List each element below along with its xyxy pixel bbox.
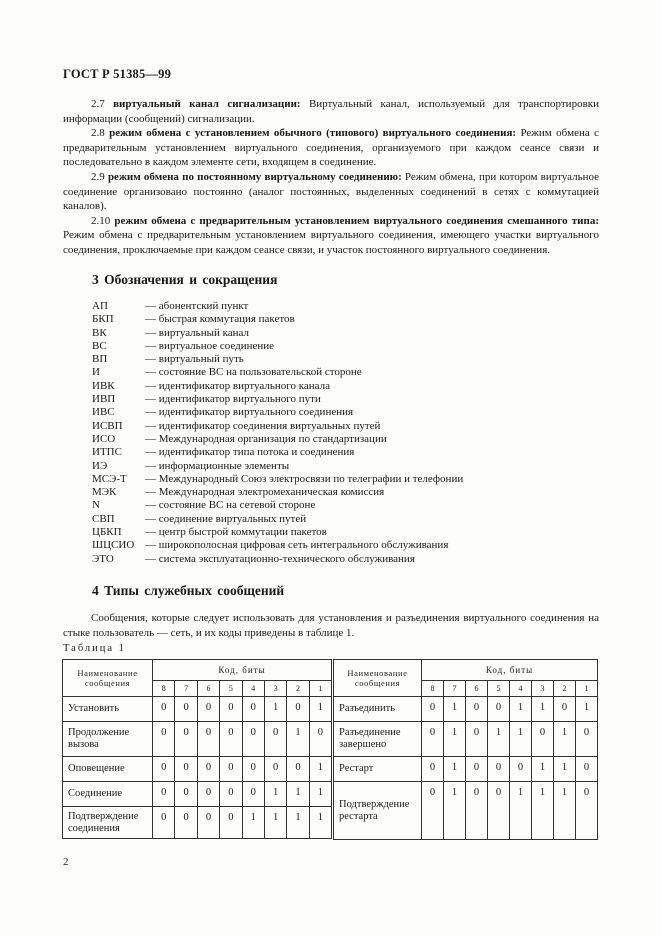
code-bit-value: 0 (488, 782, 510, 840)
bit-number-header: 3 (264, 681, 286, 697)
abbreviation-code: ЦБКП (92, 526, 122, 539)
abbreviation-code: МСЭ-Т (92, 472, 127, 485)
definition-text: Режим обмена с предварительным установлением виртуального соединения, имеющего участки виртуального соединения, проключаемые при каждом сеансе связи, и участок постоянного виртуального соединения. (63, 229, 599, 256)
abbreviation-item (92, 366, 463, 379)
table-row (334, 757, 598, 782)
abbreviation-code: АП (92, 300, 108, 312)
abbreviation-description: — Международный Союз электросвязи по телеграфии и телефонии (145, 472, 464, 485)
code-bit-value: 0 (488, 697, 510, 722)
code-bit-value: 0 (532, 722, 554, 757)
abbreviation-item (92, 406, 463, 419)
definition-term: виртуальный канал сигнализации: (113, 98, 301, 110)
bit-number-header: 7 (444, 681, 466, 697)
table-caption: Таблица 1 (63, 643, 126, 654)
abbreviation-item (92, 393, 463, 406)
code-bit-value: 0 (242, 782, 264, 807)
code-bit-value: 0 (153, 807, 175, 839)
table-row (63, 697, 332, 722)
abbreviation-description: — быстрая коммутация пакетов (145, 313, 295, 326)
abbreviation-code: И (92, 366, 100, 379)
bit-number-header: 2 (287, 681, 309, 697)
code-bit-value: 1 (309, 782, 331, 807)
code-bit-value: 0 (220, 807, 242, 839)
table-row (63, 757, 332, 782)
bit-number-header: 6 (197, 681, 219, 697)
code-bit-value: 0 (287, 697, 309, 722)
code-bit-value: 1 (554, 782, 576, 840)
code-bit-value: 0 (197, 807, 219, 839)
code-bit-value: 1 (264, 782, 286, 807)
code-bit-value: 0 (422, 782, 444, 840)
code-bit-value: 1 (510, 782, 532, 840)
code-bit-value: 0 (422, 697, 444, 722)
code-bit-value: 0 (153, 722, 175, 757)
code-bit-value: 0 (576, 722, 598, 757)
abbreviation-item (92, 300, 463, 313)
abbreviation-item (92, 499, 463, 512)
definition-number: 2.7 (91, 98, 105, 110)
definition-item (63, 126, 599, 170)
code-bit-value: 1 (488, 722, 510, 757)
code-bit-value: 0 (576, 757, 598, 782)
code-bit-value: 0 (264, 722, 286, 757)
abbreviation-description: — виртуальный путь (145, 353, 244, 366)
code-bit-value: 0 (287, 757, 309, 782)
bit-number-header: 5 (488, 681, 510, 697)
abbreviation-item (92, 313, 463, 326)
abbreviation-code: ИВП (92, 393, 116, 406)
abbreviation-code: ШЦСИО (92, 539, 135, 552)
abbreviation-description: — центр быстрой коммутации пакетов (145, 526, 327, 539)
abbreviation-code: СВП (92, 512, 115, 525)
document-header: ГОСТ Р 51385—99 (63, 67, 172, 81)
abbreviation-description: — абонентский пункт (145, 300, 249, 312)
code-bit-value: 1 (444, 697, 466, 722)
abbreviation-item (92, 553, 463, 566)
abbreviation-item (92, 486, 463, 499)
code-bit-value: 0 (264, 757, 286, 782)
abbreviation-description: — состояние ВС на сетевой стороне (145, 499, 316, 512)
code-bit-value: 0 (153, 757, 175, 782)
code-bit-value: 1 (444, 782, 466, 840)
code-bit-value: 0 (466, 722, 488, 757)
definitions-block (63, 97, 599, 258)
code-bit-value: 0 (175, 722, 197, 757)
message-name: Подтверждение рестарта (334, 782, 422, 840)
message-name: Оповещение (63, 757, 153, 782)
abbreviation-code: ИВК (92, 379, 115, 392)
code-bit-value: 1 (510, 722, 532, 757)
message-name: Разъединить (334, 697, 422, 722)
bit-number-header: 1 (309, 681, 331, 697)
definition-term: режим обмена по постоянному виртуальному соединению: (107, 170, 402, 183)
bit-number-header: 8 (422, 681, 444, 697)
code-bit-value: 1 (576, 697, 598, 722)
code-bit-value: 1 (287, 807, 309, 839)
code-bit-value: 0 (242, 722, 264, 757)
abbreviation-code: ИТПС (92, 446, 122, 459)
message-name: Установить (63, 697, 153, 722)
code-bit-value: 0 (175, 757, 197, 782)
abbreviation-description: — идентификатор виртуального пути (145, 393, 321, 406)
message-codes-table-right (333, 659, 598, 840)
column-header-code: Код, биты (153, 660, 332, 681)
code-bit-value: 0 (175, 697, 197, 722)
abbreviation-description: — идентификатор виртуального соединения (145, 406, 354, 419)
bit-number-header: 7 (175, 681, 197, 697)
message-name: Продолжение вызова (63, 722, 153, 757)
code-bit-value: 0 (242, 697, 264, 722)
definition-number: 2.8 (91, 127, 105, 140)
code-bit-value: 1 (287, 782, 309, 807)
abbreviation-description: — виртуальное соединение (145, 339, 275, 352)
code-bit-value: 1 (532, 697, 554, 722)
code-bit-value: 0 (197, 722, 219, 757)
abbreviation-description: — соединение виртуальных путей (145, 512, 307, 525)
code-bit-value: 0 (466, 782, 488, 840)
abbreviation-code: БКП (92, 313, 114, 326)
code-bit-value: 0 (488, 757, 510, 782)
abbreviation-code: ВК (92, 326, 107, 339)
code-bit-value: 1 (309, 697, 331, 722)
column-header-name: Наименование сообщения (334, 660, 422, 697)
abbreviation-code: ИСО (92, 432, 116, 445)
abbreviation-item (92, 513, 463, 526)
code-bit-value: 0 (220, 757, 242, 782)
abbreviation-item (92, 327, 463, 340)
code-bit-value: 1 (309, 757, 331, 782)
code-bit-value: 0 (197, 782, 219, 807)
column-header-code: Код, биты (422, 660, 598, 681)
section-4-title: 4 Типы служебных сообщений (92, 583, 285, 598)
abbreviation-description: — идентификатор типа потока и соединения (145, 446, 355, 459)
abbreviation-description: — информационные элементы (145, 459, 290, 472)
code-bit-value: 1 (264, 807, 286, 839)
message-name: Разъединение завершено (334, 722, 422, 757)
table-row (63, 722, 332, 757)
definition-term: режим обмена с предварительным установлением виртуального соединения смешанного типа: (114, 214, 599, 227)
page-number: 2 (63, 856, 69, 868)
abbreviation-code: ВП (92, 353, 108, 366)
code-bit-value: 0 (175, 782, 197, 807)
definition-text: Виртуальный канал, используемый для транспортировки информации (сообщений) сигнализации. (63, 98, 599, 125)
abbreviation-list (92, 300, 463, 566)
abbreviation-item (92, 380, 463, 393)
definition-number: 2.9 (91, 170, 105, 183)
code-bit-value: 0 (153, 697, 175, 722)
code-bit-value: 1 (554, 757, 576, 782)
definition-text: Режим обмена, при котором виртуальное соединение организовано постоянно (аналог постоянных, выделенных соединений в сетях с коммутацией каналов). (63, 170, 600, 213)
code-bit-value: 1 (510, 697, 532, 722)
code-bit-value: 0 (153, 782, 175, 807)
code-bit-value: 1 (444, 757, 466, 782)
bit-number-header: 4 (510, 681, 532, 697)
abbreviation-description: — Международная электромеханическая комиссия (145, 486, 385, 499)
code-bit-value: 0 (576, 782, 598, 840)
message-name: Рестарт (334, 757, 422, 782)
abbreviation-item (92, 446, 463, 459)
abbreviation-description: — состояние ВС на пользовательской стороне (145, 366, 362, 379)
message-codes-table-left (62, 659, 332, 839)
abbreviation-code: ИСВП (92, 419, 123, 432)
code-bit-value: 1 (242, 807, 264, 839)
table-row (63, 807, 332, 839)
code-bit-value: 0 (422, 722, 444, 757)
abbreviation-description: — Международная организация по стандартизации (145, 432, 387, 445)
definition-item (63, 170, 599, 214)
code-bit-value: 0 (220, 697, 242, 722)
abbreviation-code: ЭТО (92, 552, 114, 565)
definition-term: режим обмена с установлением обычного (типового) виртуального соединения: (109, 127, 517, 140)
definition-item (63, 214, 599, 258)
definition-item (63, 97, 599, 126)
code-bit-value: 1 (444, 722, 466, 757)
table-row (334, 782, 598, 840)
code-bit-value: 0 (466, 697, 488, 722)
bit-number-header: 5 (220, 681, 242, 697)
message-name: Подтверждение соединения (63, 807, 153, 839)
abbreviation-description: — широкополосная цифровая сеть интегрального обслуживания (145, 539, 449, 552)
code-bit-value: 1 (264, 697, 286, 722)
abbreviation-item (92, 340, 463, 353)
section-3-title: 3 Обозначения и сокращения (92, 272, 278, 287)
definition-text: Режим обмена с предварительным установлением виртуального соединения, организуемого при каждом сеансе связи и последовательно в каждом элементе сети, входящем в соединение. (63, 127, 599, 169)
abbreviation-item (92, 353, 463, 366)
code-bit-value: 1 (532, 757, 554, 782)
abbreviation-description: — система эксплуатационно-технического обслуживания (145, 552, 415, 565)
table-row (63, 782, 332, 807)
abbreviation-code: МЭК (92, 486, 117, 499)
abbreviation-item (92, 420, 463, 433)
code-bit-value: 1 (287, 722, 309, 757)
abbreviation-code: ВС (92, 339, 107, 352)
code-bit-value: 1 (309, 807, 331, 839)
abbreviation-description: — виртуальный канал (145, 326, 250, 339)
abbreviation-item (92, 473, 463, 486)
code-bit-value: 0 (175, 807, 197, 839)
code-bit-value: 1 (554, 722, 576, 757)
column-header-name: Наименование сообщения (63, 660, 153, 697)
code-bit-value: 0 (220, 782, 242, 807)
bit-number-header: 3 (532, 681, 554, 697)
abbreviation-code: N (92, 499, 100, 512)
abbreviation-description: — идентификатор соединения виртуальных путей (145, 419, 381, 432)
code-bit-value: 0 (422, 757, 444, 782)
section-4-paragraph: Сообщения, которые следует использовать для установления и разъединения виртуального соединения на стыке пользователь — сеть, и их коды приведены в таблице 1. (63, 612, 599, 639)
code-bit-value: 0 (510, 757, 532, 782)
code-bit-value: 0 (309, 722, 331, 757)
abbreviation-item (92, 539, 463, 552)
abbreviation-description: — идентификатор виртуального канала (145, 379, 331, 392)
code-bit-value: 0 (242, 757, 264, 782)
code-bit-value: 0 (197, 757, 219, 782)
abbreviation-item (92, 433, 463, 446)
bit-number-header: 8 (153, 681, 175, 697)
bit-number-header: 6 (466, 681, 488, 697)
code-bit-value: 0 (197, 697, 219, 722)
bit-number-header: 4 (242, 681, 264, 697)
code-bit-value: 0 (466, 757, 488, 782)
table-row (334, 722, 598, 757)
code-bit-value: 0 (220, 722, 242, 757)
code-bit-value: 0 (554, 697, 576, 722)
abbreviation-item (92, 460, 463, 473)
table-row (334, 697, 598, 722)
bit-number-header: 2 (554, 681, 576, 697)
code-bit-value: 1 (532, 782, 554, 840)
abbreviation-item (92, 526, 463, 539)
abbreviation-code: ИВС (92, 406, 115, 419)
message-name: Соединение (63, 782, 153, 807)
bit-number-header: 1 (576, 681, 598, 697)
abbreviation-code: ИЭ (92, 459, 108, 472)
definition-number: 2.10 (91, 214, 111, 227)
